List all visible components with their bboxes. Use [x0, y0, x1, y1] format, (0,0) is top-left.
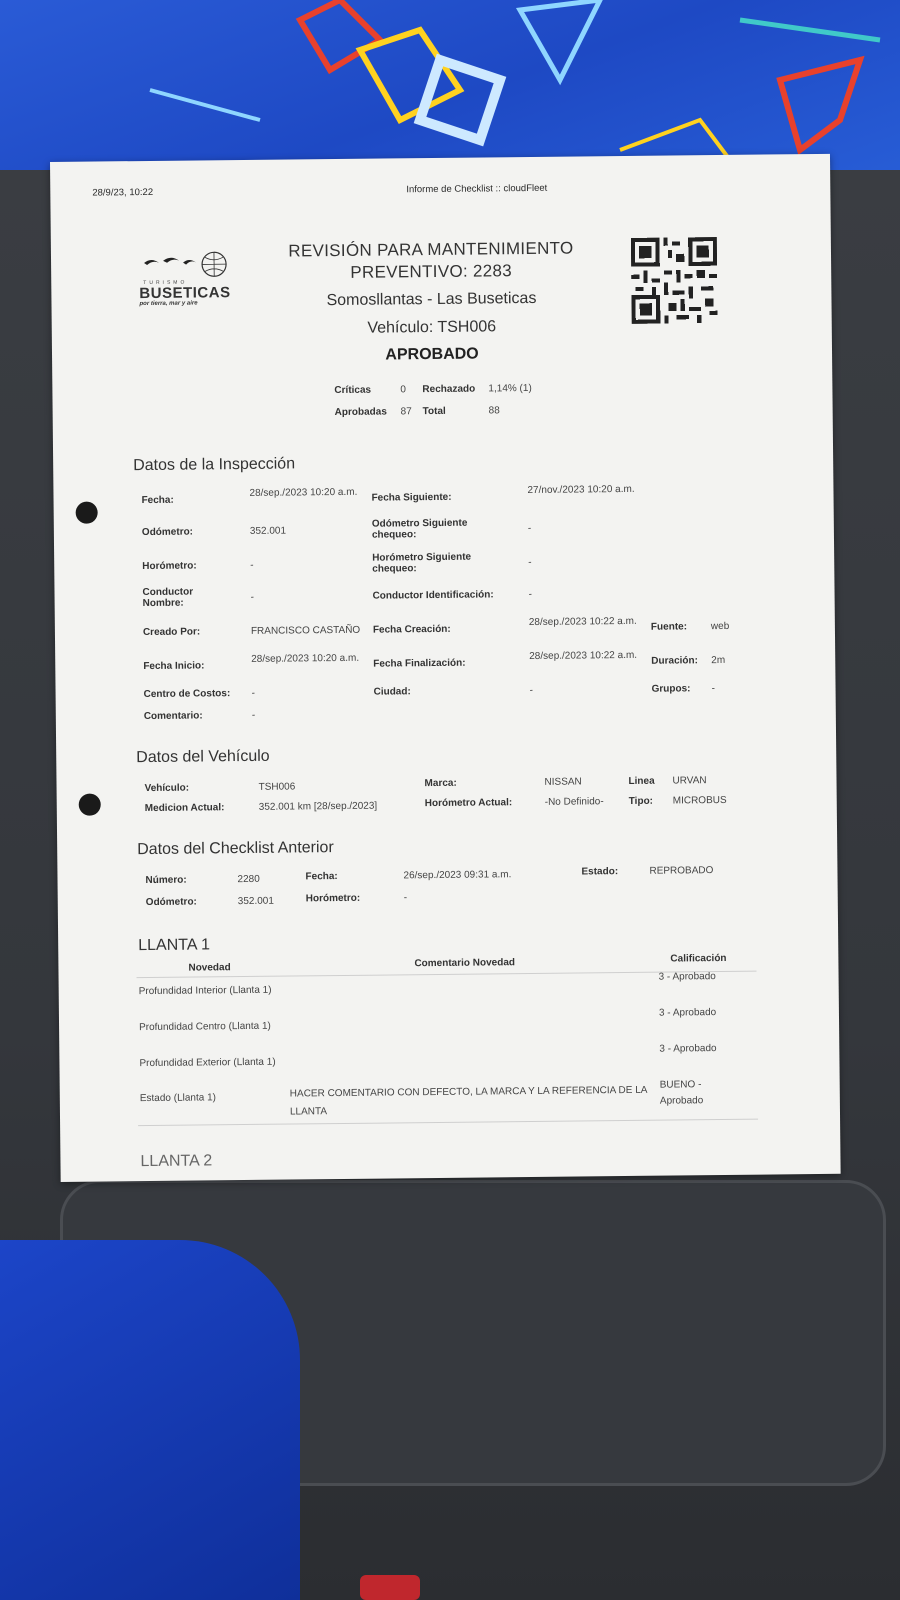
total-value: 88 — [488, 405, 500, 417]
previous-horometro-label: Horómetro: — [305, 892, 361, 905]
fecha-inicio-value: 28/sep./2023 10:20 a.m. — [251, 652, 360, 665]
horometro-actual-value: -No Definido- — [544, 796, 604, 808]
table-row-calificacion: 3 - Aprobado — [658, 971, 716, 983]
medicion-actual-label: Medicion Actual: — [144, 802, 225, 815]
comentario-column-header: Comentario Novedad — [414, 957, 516, 970]
creado-por-value: FRANCISCO CASTAÑO — [250, 624, 361, 637]
fuente-label: Fuente: — [650, 621, 688, 633]
inspection-heading: Datos de la Inspección — [133, 455, 296, 475]
table-row-calificacion: 3 - Aprobado — [658, 1007, 717, 1019]
centro-costos-value: - — [251, 687, 255, 699]
fecha-label: Fecha: — [141, 494, 174, 507]
fecha-inicio-label: Fecha Inicio: — [143, 660, 205, 673]
table-row-novedad: Profundidad Centro (Llanta 1) — [139, 1020, 271, 1034]
odometro-value: 352.001 — [249, 525, 287, 537]
odometro-siguiente-label: Odómetro Siguiente chequeo: — [371, 517, 468, 541]
fecha-creacion-value: 28/sep./2023 10:22 a.m. — [528, 615, 637, 629]
logo-tagline: por tierra, mar y aire — [139, 300, 198, 308]
fecha-creacion-label: Fecha Creación: — [372, 623, 451, 636]
logo-name: BUSETICAS — [139, 284, 231, 303]
linea-label: Linea — [628, 775, 655, 787]
blue-cloth — [0, 1240, 300, 1600]
vehiculo-label: Vehículo: — [144, 782, 190, 795]
criticas-label: Críticas — [334, 384, 372, 397]
doc-title-line2: PREVENTIVO: 2283 — [350, 261, 513, 282]
total-label: Total — [422, 405, 446, 418]
table-row-calificacion: 3 - Aprobado — [659, 1043, 717, 1055]
creado-por-label: Creado Por: — [142, 626, 201, 639]
vehiculo-value: TSH006 — [258, 781, 296, 793]
odometro-label: Odómetro: — [141, 526, 194, 539]
ciudad-value: - — [529, 684, 533, 697]
horometro-actual-label: Horómetro Actual: — [424, 797, 513, 810]
fecha-siguiente-label: Fecha Siguiente: — [371, 491, 452, 504]
numero-value: 2280 — [237, 873, 260, 886]
comentario-value: - — [251, 709, 256, 721]
tipo-label: Tipo: — [628, 795, 654, 807]
estado-label: Estado: — [581, 866, 619, 878]
previous-checklist-heading: Datos del Checklist Anterior — [137, 839, 334, 859]
rechazado-label: Rechazado — [422, 383, 476, 396]
previous-odometro-label: Odómetro: — [145, 896, 197, 909]
odometro-siguiente-value: - — [527, 522, 532, 535]
llanta2-heading: LLANTA 2 — [140, 1152, 213, 1171]
table-row-calificacion: BUENO - Aprobado — [659, 1079, 704, 1107]
table-row-comentario: HACER COMENTARIO CON DEFECTO, LA MARCA Y LA REFERENCIA DE LA LLANTA — [289, 1084, 647, 1118]
rechazado-value: 1,14% (1) — [488, 382, 532, 395]
previous-fecha-value: 26/sep./2023 09:31 a.m. — [403, 869, 512, 882]
estado-value: REPROBADO — [649, 865, 714, 877]
fecha-value: 28/sep./2023 10:20 a.m. — [249, 486, 358, 499]
punch-hole — [79, 794, 101, 816]
horometro-label: Horómetro: — [142, 560, 197, 573]
conductor-id-value: - — [528, 588, 532, 601]
aprobadas-label: Aprobadas — [334, 406, 387, 419]
duracion-value: 2m — [711, 654, 726, 667]
table-row-novedad: Profundidad Interior (Llanta 1) — [138, 984, 272, 998]
medicion-actual-value: 352.001 km [28/sep./2023] — [258, 800, 378, 813]
grupos-value: - — [711, 683, 715, 695]
llanta1-heading: LLANTA 1 — [138, 936, 211, 955]
duracion-label: Duración: — [651, 655, 698, 667]
print-date: 28/9/23, 10:22 — [92, 186, 154, 199]
logo-top-text: TURISMO — [143, 279, 188, 287]
conductor-nombre-label: Conductor Nombre: — [142, 586, 194, 610]
conductor-id-label: Conductor Identificación: — [372, 589, 494, 602]
horometro-siguiente-value: - — [528, 556, 532, 569]
tipo-value: MICROBUS — [672, 794, 727, 807]
fecha-finalizacion-label: Fecha Finalización: — [373, 657, 466, 670]
fecha-finalizacion-value: 28/sep./2023 10:22 a.m. — [529, 649, 638, 663]
company-name: Somosllantas - Las Buseticas — [326, 289, 537, 310]
fecha-siguiente-value: 27/nov./2023 10:20 a.m. — [527, 483, 635, 497]
punch-hole — [76, 502, 98, 524]
criticas-value: 0 — [400, 384, 407, 396]
approval-status: APROBADO — [385, 345, 479, 364]
grupos-label: Grupos: — [651, 683, 691, 695]
vehicle-heading: Datos del Vehículo — [136, 747, 270, 767]
table-row-novedad: Estado (Llanta 1) — [139, 1092, 217, 1105]
horometro-value: - — [250, 559, 254, 571]
horometro-siguiente-label: Horómetro Siguiente chequeo: — [372, 551, 472, 575]
fuente-value: web — [710, 620, 730, 633]
conductor-nombre-value: - — [250, 591, 254, 603]
numero-label: Número: — [145, 874, 187, 887]
previous-odometro-value: 352.001 — [237, 895, 274, 908]
report-header-title: Informe de Checklist :: cloudFleet — [406, 182, 548, 196]
previous-horometro-value: - — [403, 892, 408, 904]
linea-value: URVAN — [672, 775, 707, 787]
table-row-novedad: Profundidad Exterior (Llanta 1) — [139, 1056, 276, 1070]
novedad-column-header: Novedad — [188, 962, 231, 974]
doc-title-line1: REVISIÓN PARA MANTENIMIENTO — [288, 238, 574, 261]
centro-costos-label: Centro de Costos: — [143, 688, 231, 701]
calificacion-column-header: Calificación — [670, 952, 727, 965]
vehicle-title: Vehículo: TSH006 — [367, 318, 497, 337]
marca-value: NISSAN — [544, 776, 582, 788]
qr-code-icon — [631, 237, 718, 324]
aprobadas-value: 87 — [400, 406, 412, 418]
ciudad-label: Ciudad: — [373, 686, 411, 698]
previous-fecha-label: Fecha: — [305, 871, 338, 883]
red-object — [360, 1575, 420, 1600]
comentario-label: Comentario: — [143, 710, 203, 723]
checklist-report-paper — [50, 154, 841, 1182]
marca-label: Marca: — [424, 777, 457, 790]
